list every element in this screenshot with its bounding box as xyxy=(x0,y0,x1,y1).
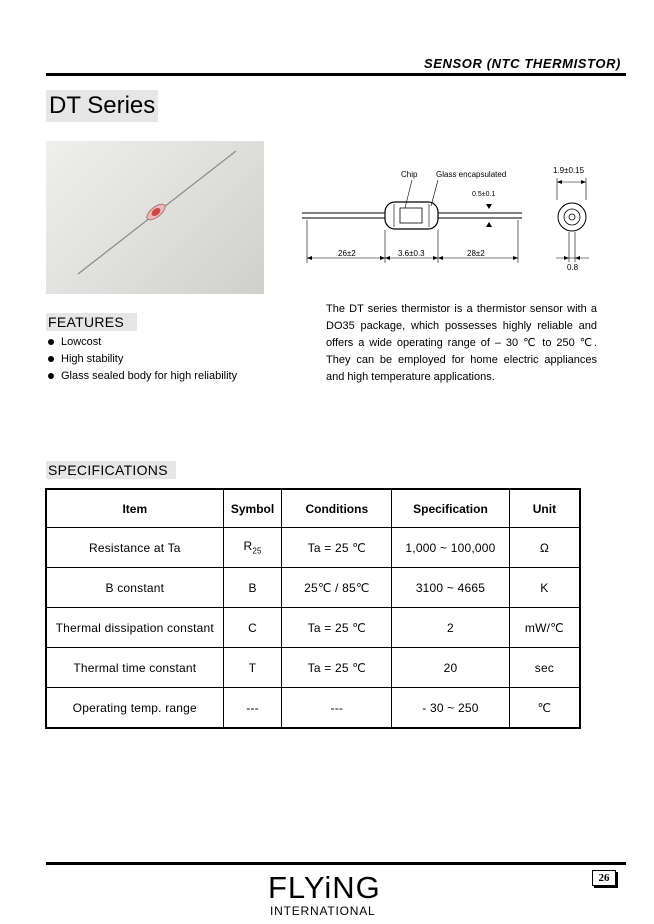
lead-right-dimension: 28±2 xyxy=(467,249,485,258)
glass-label: Glass encapsulated xyxy=(436,170,507,179)
company-logo: FLYiNG xyxy=(268,870,381,905)
wire-dimension: 0.5±0.1 xyxy=(472,191,496,198)
column-header: Item xyxy=(46,489,223,528)
unit-cell: Ω xyxy=(509,528,580,568)
item-cell: B constant xyxy=(46,568,223,608)
symbol-cell: T xyxy=(223,648,282,688)
spec-cell: - 30 ~ 250 xyxy=(392,688,510,729)
conditions-cell: Ta = 25 ℃ xyxy=(282,648,392,688)
product-photo xyxy=(46,141,264,294)
unit-cell: mW/℃ xyxy=(509,608,580,648)
item-cell: Operating temp. range xyxy=(46,688,223,729)
end-bottom-dimension: 0.8 xyxy=(567,263,579,272)
feature-item: High stability xyxy=(47,351,237,368)
lead-left-dimension: 26±2 xyxy=(338,249,356,258)
symbol-cell: --- xyxy=(223,688,282,729)
feature-item: Glass sealed body for high reliability xyxy=(47,368,237,385)
unit-cell: K xyxy=(509,568,580,608)
feature-item: Lowcost xyxy=(47,334,237,351)
table-row xyxy=(46,528,580,568)
item-cell: Thermal time constant xyxy=(46,648,223,688)
page-number: 26 xyxy=(592,870,616,886)
table-row xyxy=(46,608,580,648)
table-row xyxy=(46,688,580,729)
features-list xyxy=(47,334,237,385)
spec-cell: 20 xyxy=(392,648,510,688)
dimension-diagram xyxy=(290,160,606,275)
spec-cell: 1,000 ~ 100,000 xyxy=(392,528,510,568)
chip-label: Chip xyxy=(401,170,418,179)
conditions-cell: Ta = 25 ℃ xyxy=(282,528,392,568)
column-header: Conditions xyxy=(282,489,392,528)
conditions-cell: Ta = 25 ℃ xyxy=(282,608,392,648)
header-rule xyxy=(46,73,626,76)
column-header: Specification xyxy=(392,489,510,528)
series-title: DT Series xyxy=(46,90,158,122)
symbol-cell: B xyxy=(223,568,282,608)
specifications-heading: SPECIFICATIONS xyxy=(46,461,176,479)
conditions-cell: --- xyxy=(282,688,392,729)
table-header-row xyxy=(46,489,580,528)
end-width-dimension: 1.9±0.15 xyxy=(553,166,585,175)
unit-cell: sec xyxy=(509,648,580,688)
body-length-dimension: 3.6±0.3 xyxy=(398,249,425,258)
column-header: Symbol xyxy=(223,489,282,528)
footer-rule xyxy=(46,862,626,865)
spec-cell: 2 xyxy=(392,608,510,648)
column-header: Unit xyxy=(509,489,580,528)
table-row xyxy=(46,648,580,688)
item-cell: Thermal dissipation constant xyxy=(46,608,223,648)
symbol-cell xyxy=(223,528,282,568)
symbol-subscript: 25 xyxy=(252,546,262,556)
symbol-cell: C xyxy=(223,608,282,648)
company-logo-subtitle: INTERNATIONAL xyxy=(270,904,376,918)
page-category: SENSOR (NTC THERMISTOR) xyxy=(423,56,621,71)
specifications-table xyxy=(45,488,581,729)
unit-cell: ℃ xyxy=(509,688,580,729)
features-heading: FEATURES xyxy=(46,313,137,331)
product-description: The DT series thermistor is a thermistor sensor with a DO35 package, which possesses highly reliable and offers a wide operating range of – 30 ℃ to 250 ℃. They can be employed for home electric appliances and high temperature applications. xyxy=(326,303,597,383)
item-cell: Resistance at Ta xyxy=(46,528,223,568)
table-row xyxy=(46,568,580,608)
conditions-cell: 25℃ / 85℃ xyxy=(282,568,392,608)
spec-cell: 3100 ~ 4665 xyxy=(392,568,510,608)
thermistor-photo-illustration xyxy=(46,141,264,294)
symbol-text: R xyxy=(243,539,253,554)
